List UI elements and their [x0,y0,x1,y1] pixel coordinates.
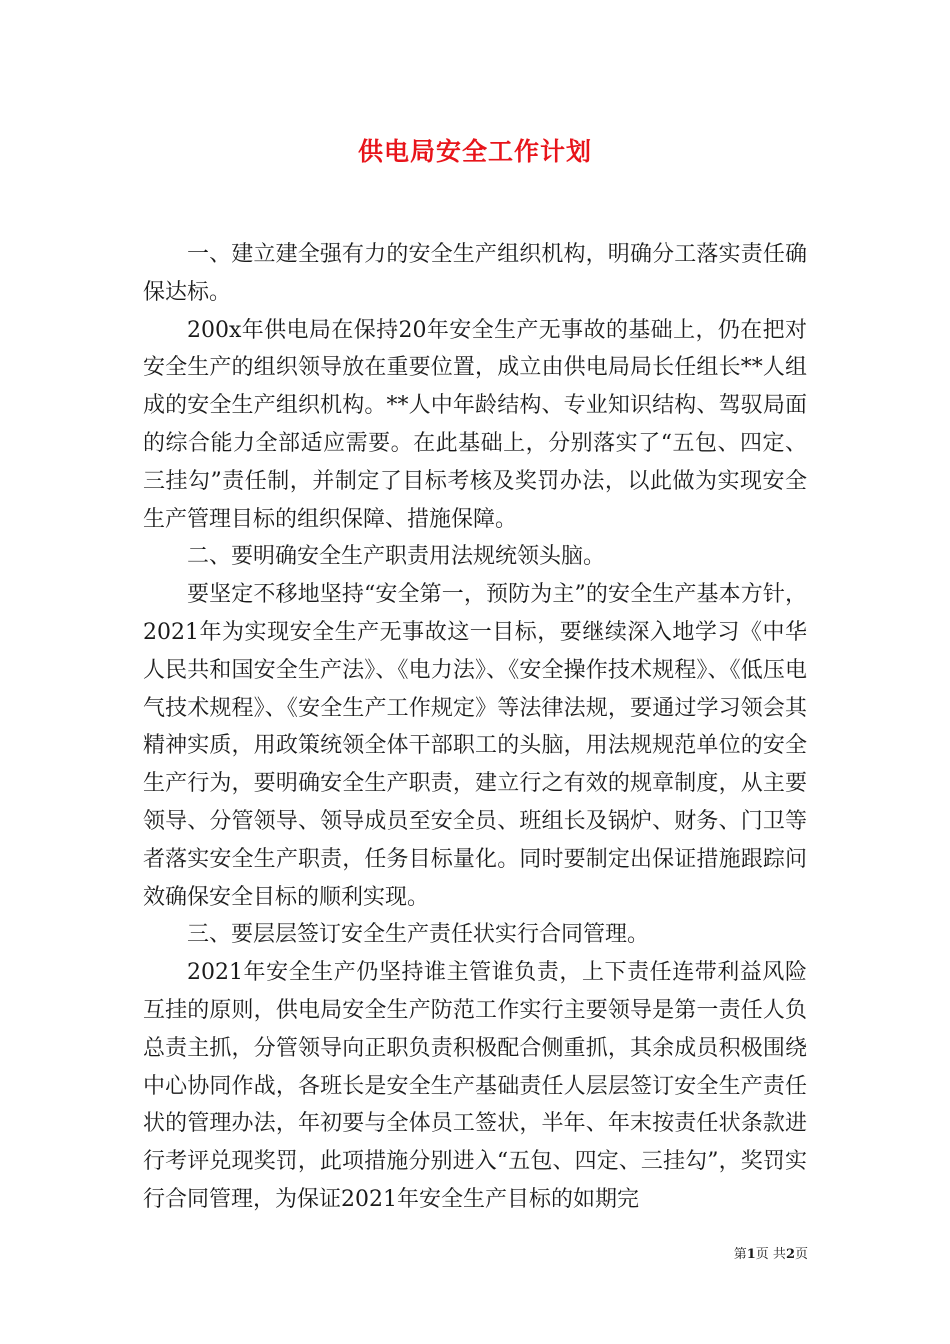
document-body [143,236,807,1219]
footer-current-page: 1 [746,1247,756,1262]
heading-section-1: 一、建立建全强有力的安全生产组织机构，明确分工落实责任确保达标。 [143,242,807,305]
paragraph-section-3: 2021年安全生产仍坚持谁主管谁负责，上下责任连带利益风险互挂的原则，供电局安全生产防范工作实行主要领导是第一责任人负总责主抓，分管领导向正职负责积极配合侧重抓，其余成员积极围绕中心协同作战，各班长是安全生产基础责任人层层签订安全生产责任状的管理办法，年初要与全体员工签状，半年、年末按责任状条款进行考评兑现奖罚，此项措施分别进入“五包、四定、三挂勾”，奖罚实行合同管理，为保证2021年安全生产目标的如期完 [143,960,807,1212]
paragraph-section-2: 要坚定不移地坚持“安全第一，预防为主”的安全生产基本方针，2021年为实现安全生产无事故这一目标，要继续深入地学习《中华人民共和国安全生产法》、《电力法》、《安全操作技术规程》、《低压电气技术规程》、《安全生产工作规定》等法律法规，要通过学习领会其精神实质，用政策统领全体干部职工的头脑，用法规规范单位的安全生产行为，要明确安全生产职责，建立行之有效的规章制度，从主要领导、分管领导、领导成员至安全员、班组长及锅炉、财务、门卫等者落实安全生产职责，任务目标量化。同时要制定出保证措施跟踪问效确保安全目标的顺利实现。 [143,582,807,910]
page-title: 供电局安全工作计划 [357,137,592,166]
footer-suffix: 页 [794,1247,808,1262]
page-number-footer [734,1246,808,1264]
paragraph-section-1: 200x年供电局在保持20年安全生产无事故的基础上，仍在把对安全生产的组织领导放在重要位置，成立由供电局局长任组长**人组成的安全生产组织机构。**人中年龄结构、专业知识结构、驾驭局面的综合能力全部适应需要。在此基础上，分别落实了“五包、四定、三挂勾”责任制，并制定了目标考核及奖罚办法，以此做为实现安全生产管理目标的组织保障、措施保障。 [143,317,807,532]
heading-section-2: 二、要明确安全生产职责用法规统领头脑。 [187,544,606,570]
footer-total-pages: 2 [785,1247,795,1262]
heading-section-3: 三、要层层签订安全生产责任状实行合同管理。 [187,922,650,948]
footer-prefix: 第 [733,1247,747,1262]
footer-middle: 页 共 [755,1247,786,1262]
